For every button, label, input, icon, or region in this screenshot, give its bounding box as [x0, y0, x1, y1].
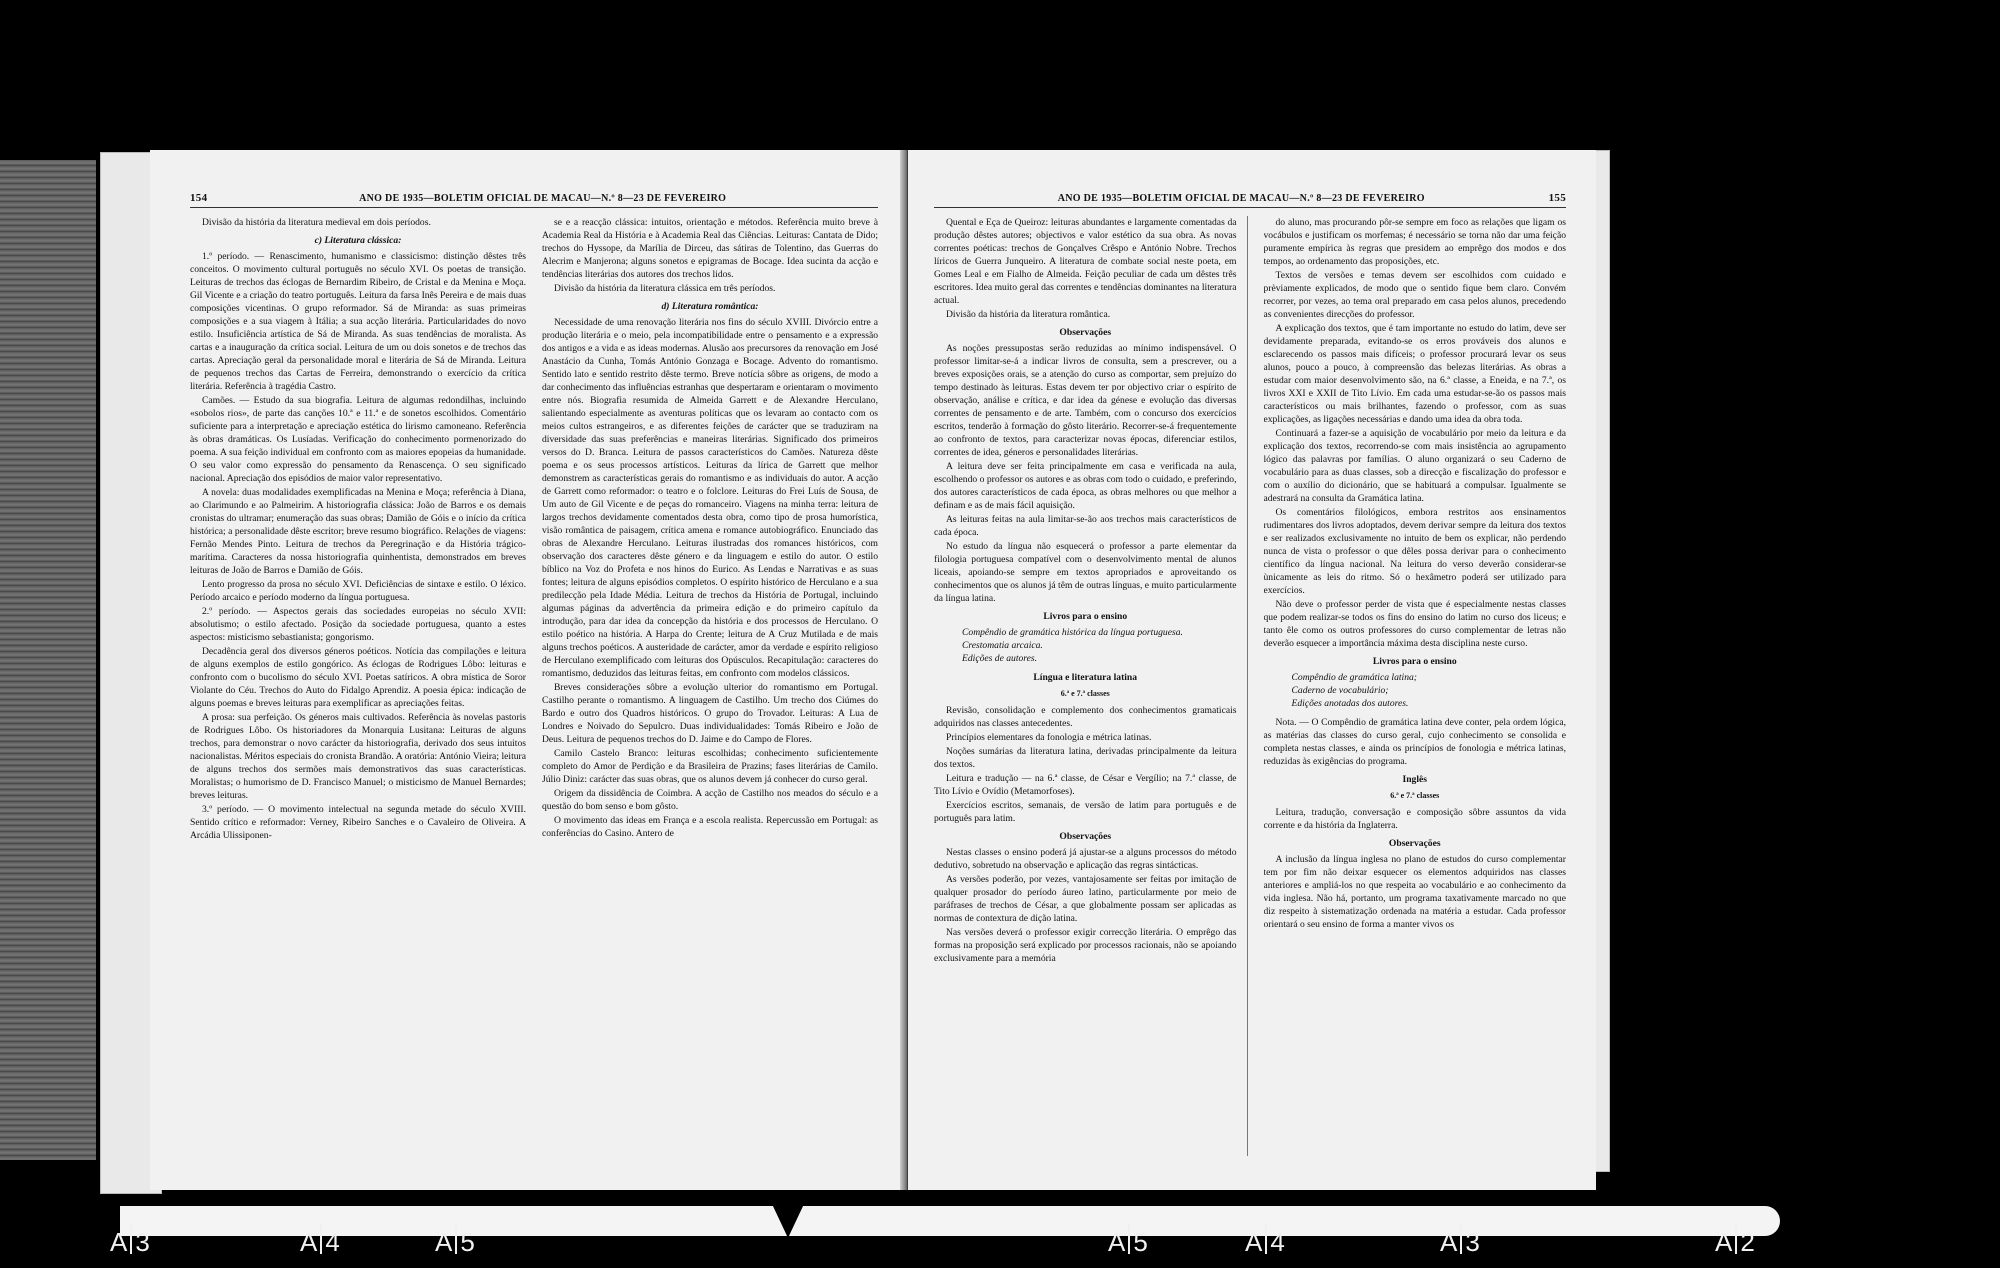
paragraph: Origem da dissidência de Coimbra. A acção de Castilho nos meados do século e a questão do bom senso e bom gôsto. [542, 788, 878, 812]
paragraph: Leitura, tradução, conversação e composição sôbre assuntos da vida corrente e da história da Inglaterra. [1263, 807, 1566, 831]
left-head-title: ANO DE 1935—BOLETIM OFICIAL DE MACAU—N.º 8—23 DE FEVEREIRO [359, 193, 727, 204]
paragraph: As noções pressupostas serão reduzidas ao mínimo indispensável. O professor limitar-se-á a indicar livros de consulta, sem a prescrever, ou a breves exposições orais, se a atenção do curso as comportar, sem prejuízo do tempo destinado às leituras. Estas devem ter por objectivo criar o espírito de observação, análise e crítica, e dar idea da génese e evolução das diversas correntes de pensamento e de arte. Também, com o concurso dos exercícios escritos, tenderão à formação do gôsto literário. Recorrer-se-á frequentemente ao confronto de textos, para caracterizar novas épocas, diferenciar estilos, correntes de idea, géneros e personalidades literárias. [934, 343, 1237, 458]
paragraph: 3.º período. — O movimento intelectual na segunda metade do século XVIII. Sentido crítico e reformador: Verney, Ribeiro Sanches e o Cavaleiro de Oliveira. A Arcádia Ulissiponen- [190, 804, 526, 841]
film-frame-mark: A 3 [1440, 1224, 1480, 1258]
section-heading: Observações [1059, 327, 1112, 338]
section-heading: Observações [1388, 838, 1441, 849]
right-page [908, 150, 1596, 1190]
paragraph: A inclusão da língua inglesa no plano de estudos do curso complementar tem por fim não deixar esquecer os elementos adquiridos nas classes anteriores e ampliá-los no que respeita ao vocabulário e ao conhecimento da vida inglesa. Não há, portanto, um programa taxativamente marcado no que diz respeito à sistematização ordenada na matéria a estudar. Cada professor orientará o seu ensino de forma a manter vivos os [1263, 854, 1566, 930]
paragraph: As versões poderão, por vezes, vantajosamente ser feitas por imitação de qualquer prosador do período áureo latino, particularmente por meio de paráfrases de trechos de César, a que globalmente possam ser aplicadas as normas de contextura de dição latina. [934, 874, 1237, 924]
book-list-item: Compêndio de gramática histórica da língua portuguesa. [962, 627, 1183, 638]
book-list-item: Compêndio de gramática latina; [1291, 672, 1418, 683]
paragraph: Os comentários filológicos, embora restritos aos ensinamentos rudimentares dos livros adoptados, devem derivar sempre da leitura dos textos e ser realizados exclusivamente no intuito de bem os explicar, não perdendo nunca de vista o professor o que dêles possa derivar para o conhecimento científico da língua nacional. Na leitura do verso deverão considerar-se ùnicamente as leis do ritmo. Só o hexâmetro poderá ser utilizado para exercícios. [1263, 507, 1566, 596]
paragraph: Não deve o professor perder de vista que é especialmente nestas classes que podem realizar-se todos os fins do ensino do latim no curso dos liceus; e tanto êle como os outros professores do curso complementar de letras não deverão esquecer a importância máxima desta disciplina neste curso. [1263, 599, 1566, 649]
paragraph: 2.º período. — Aspectos gerais das sociedades europeias no século XVII: absolutismo; o estilo afectado. Posição da sociedade portuguesa, quanto a estes aspectos: misticismo sebastianista; gongorismo. [190, 606, 526, 643]
left-page-column-1 [190, 216, 526, 1156]
paragraph: Lento progresso da prosa no século XVI. Deficiências de sintaxe e estilo. O léxico. Período arcaico e período moderno da língua portuguesa. [190, 579, 526, 603]
book-list-item: Edições anotadas dos autores. [1291, 698, 1409, 709]
film-frame-mark: A 5 [435, 1224, 475, 1258]
book-list [934, 626, 1237, 665]
book-list-item: Caderno de vocabulário; [1291, 685, 1389, 696]
book-list [1264, 671, 1567, 710]
paragraph: O movimento das ideas em França e a escola realista. Repercussão em Portugal: as conferências do Casino. Antero de [542, 815, 878, 839]
film-edge-shadow [0, 160, 96, 1160]
paragraph: As leituras feitas na aula limitar-se-ão aos trechos mais característicos de cada época. [934, 514, 1237, 538]
right-head-title: ANO DE 1935—BOLETIM OFICIAL DE MACAU—N.º 8—23 DE FEVEREIRO [1057, 193, 1425, 204]
paragraph: Noções sumárias da literatura latina, derivadas principalmente da leitura dos textos. [934, 746, 1237, 770]
film-frame-mark: A 4 [1245, 1224, 1285, 1258]
left-running-head [190, 192, 878, 208]
right-page-number: 155 [1548, 192, 1566, 204]
left-page-column-2 [542, 216, 878, 1156]
section-heading: Observações [1059, 831, 1112, 842]
right-page-column-1 [934, 216, 1248, 1156]
paragraph: Nota. — O Compêndio de gramática latina deve conter, pela ordem lógica, as matérias das classes do curso geral, cujo conhecimento se consolida e completa nestas classes, e ainda os princípios de fonologia e métrica latinas, reduzidas às exigências do programa. [1263, 717, 1566, 767]
film-frame-mark: A 5 [1108, 1224, 1148, 1258]
film-bar [120, 1206, 1780, 1236]
paragraph: A leitura deve ser feita principalmente em casa e verificada na aula, escolhendo o professor os autores e as obras com todo o cuidado, e preferindo, dos autores característicos de cada época, as obras melhores ou que melhor a definam e as de mais fácil aquisição. [934, 461, 1237, 511]
paragraph: Leitura e tradução — na 6.ª classe, de César e Vergílio; na 7.ª classe, de Tito Lívio e Ovídio (Metamorfoses). [934, 773, 1237, 797]
section-heading: Livros para o ensino [1372, 656, 1457, 667]
paragraph: Camões. — Estudo da sua biografia. Leitura de algumas redondilhas, incluindo «sobolos rios», de parte das canções 10.ª e 11.ª e de sonetos escolhidos. Comentário suficiente para a interpretação e apreciação estética do lirismo camoneano. Referência às obras dramáticas. Os Lusíadas. Verificação do conhecimento pormenorizado do poema. A sua feição individual em confronto com as maiores epopeias da humanidade. O seu valor como expressão do pensamento da Renascença. O seu significado nacional. Apreciação dos episódios de maior valor representativo. [190, 395, 526, 484]
class-subheading: 6.ª e 7.ª classes [1060, 689, 1110, 698]
section-heading: Inglês [1402, 774, 1428, 785]
paragraph: Decadência geral dos diversos géneros poéticos. Notícia das compilações e leitura de alguns exemplos de estilo gongórico. As éclogas de Rodrigues Lôbo: leituras e confronto com o bucolismo do século XVI. Poetas satíricos. A obra mística de Soror Violante do Céu. Trechos do Auto do Fidalgo Aprendiz. A poesia épica: indicação de alguns poemas e breves leituras para exemplificar as apreciações feitas. [190, 646, 526, 709]
paragraph: se e a reacção clássica: intuitos, orientação e métodos. Referência muito breve à Academia Real da História e à Academia Real das Ciências. Leituras: Cantata de Dido; trechos do Hyssope, da Marília de Dirceu, das sátiras de Tolentino, das Guerras do Alecrim e Manjerona; alguns sonetos e epigramas de Bocage. Idea sucinta da acção e tendências literárias dos autores dos trechos lidos. [542, 217, 878, 280]
paragraph: A explicação dos textos, que é tam importante no estudo do latim, deve ser devidamente preparada, evitando-se os erros prováveis dos alunos e esclarecendo os passos mais difíceis; o professor procurará levar os seus alunos, pouco a pouco, à compreensão das belezas literárias. As obras a estudar com maior desenvolvimento são, na 6.ª classe, a Eneida, e na 7.ª, os livros XXI e XXII de Tito Lívio. Em cada uma estudar-se-ão os passos mais característicos ou mais brilhantes, fazendo o professor, com as suas explicações, as ligações necessárias e dando uma idea da obra toda. [1263, 323, 1566, 425]
film-frame-mark: A 4 [300, 1224, 340, 1258]
film-frame-strip [0, 1204, 2000, 1268]
book-list-item: Edições de autores. [962, 653, 1038, 664]
paragraph: Breves considerações sôbre a evolução ulterior do romantismo em Portugal. Castilho perante o romantismo. A linguagem de Castilho. Um trecho dos Ciúmes do Bardo e outro dos Quadros históricos. O grupo do Trovador. Leituras: A Lua de Londres e Noivado do Sepulcro. Duas individualidades: Tomás Ribeiro e João de Deus. Leitura de pequenos trechos do D. Jaime e do Campo de Flores. [542, 682, 878, 745]
section-heading: Livros para o ensino [1043, 611, 1128, 622]
paragraph: Textos de versões e temas devem ser escolhidos com cuidado e prèviamente explicados, de modo que o sentido fique bem claro. Convém recorrer, por vezes, ao tema oral preparado em casa pelos alunos, precedendo as convenientes direcções do professor. [1263, 270, 1566, 320]
paragraph: Nas versões deverá o professor exigir correcção literária. O emprêgo das formas na proposição será explicado por processos racionais, não se apoiando exclusivamente para a memória [934, 927, 1237, 964]
section-heading: Língua e literatura latina [1033, 672, 1138, 683]
paragraph: Necessidade de uma renovação literária nos fins do século XVIII. Divórcio entre a produção literária e o meio, pela incompatibilidade entre o pensamento e a expressão dos antigos e a vida e as ideas modernas. Alusão aos precursores da renovação em José Anastácio da Cunha, Tomás António Gonzaga e Bocage. Advento do romantismo. Sentido lato e sentido restrito dêste termo. Breve notícia sôbre as origens, de modo a dar conhecimento das influências estranhas que despertaram e orientaram o movimento entre nós. Biografia resumida de Almeida Garrett e de Alexandre Herculano, salientando especialmente as aventuras políticas que os levaram ao contacto com os meios cultos estrangeiros, e as diferentes feições de carácter que se traduziram na diversidade das suas preferências e maneiras literárias. Significado dos primeiros versos do D. Branca. Leitura de passos característicos do Camões. Natureza dêste poema e os seus processos artísticos. Leituras da lírica de Garrett que melhor demonstrem as características gerais do romantismo e as individuais do autor. A acção de Garrett como reformador: o teatro e o folclore. Leituras do Frei Luís de Sousa, de Um auto de Gil Vicente e de peças do romanceiro. Viagens na minha terra: leitura de largos trechos devidamente comentados desta obra, como tipo de prosa humorística, visão romântica de paisagem, crítica amena e romance autobiográfico. Enunciado das obras de Alexandre Herculano. Leituras ilustradas dos romances históricos, com observação dos caracteres dêste género e da linguagem e estilo do autor. O estilo bíblico na Voz do Profeta e nos hinos do Eurico. As Lendas e Narrativas e as suas fontes; leitura de alguns episódios completos. O espírito histórico de Herculano e a sua predilecção pela Idade Média. Leitura de trechos da História de Portugal, incluindo algumas páginas da advertência da primeira edição e do primeiro capítulo da introdução, para dar idea da concepção da história e dos processos de Herculano. O estilo poético na história. A Harpa do Crente; leitura de A Cruz Mutilada e de mais alguns trechos poéticos. A austeridade de carácter, amor da verdade e espírito religioso de Herculano exemplificado com leituras dos Opúsculos. Recapitulação: caracteres do romantismo, deduzidos das leituras feitas, em confronto com modelos clássicos. [542, 317, 878, 679]
film-frame-mark: A 2 [1715, 1224, 1755, 1258]
paragraph: A novela: duas modalidades exemplificadas na Menina e Moça; referência à Diana, ao Clarimundo e ao Palmeirim. A historiografia clássica: João de Barros e os demais cronistas do ultramar; enumeração das suas obras; Damião de Góis e o início da crítica histórica; a personalidade dêste escritor; breve resumo biográfico. Relações de viagens: Fernão Mendes Pinto. Leitura de trechos da Peregrinação e da História trágico-marítima. Caracteres da nossa historiografia quinhentista, demonstrados em breves leituras de João de Barros e Damião de Góis. [190, 487, 526, 576]
left-page-number: 154 [190, 192, 208, 204]
paragraph: Revisão, consolidação e complemento dos conhecimentos gramaticais adquiridos nas classes antecedentes. [934, 705, 1237, 729]
paragraph: do aluno, mas procurando pôr-se sempre em foco as relações que ligam os vocábulos e justificam os morfemas; é necessário se torna não dar uma feição puramente empírica às regras que presidem ao emprêgo dos modos e dos tempos, ao ordenamento das proposições, etc. [1263, 217, 1566, 267]
paragraph: A prosa: sua perfeição. Os géneros mais cultivados. Referência às novelas pastoris de Rodrigues Lôbo. Os historiadores da Monarquia Lusitana: Leituras de alguns trechos, para demonstrar o novo carácter da historiografia, derivado dos seus intuitos nacionalistas. Méritos especiais do cronista Brandão. A oratória: António Vieira; leitura de alguns trechos dos sermões mais demonstrativos das suas características. Moralistas; o humorismo de D. Francisco Manuel; o misticismo de Manuel Bernardes; breves leituras. [190, 712, 526, 801]
paragraph: Divisão da história da literatura medieval em dois períodos. [202, 217, 431, 228]
paragraph: Continuará a fazer-se a aquisição de vocabulário por meio da leitura e da explicação dos textos, recorrendo-se com mais insistência ao agrupamento lógico das palavras por famílias. O aluno organizará o seu Caderno de vocabulário para as duas classes, sob a direcção e fiscalização do professor e com o auxílio do dicionário, que se habituará a compulsar. Igualmente se adestrará na consulta da Gramática latina. [1263, 428, 1566, 504]
back-sheet-edge-right [1594, 150, 1610, 1172]
paragraph: Divisão da história da literatura clássica em três períodos. [554, 283, 776, 294]
film-frame-mark: A 3 [110, 1224, 150, 1258]
film-notch [772, 1204, 804, 1238]
paragraph: No estudo da língua não esquecerá o professor a parte elementar da filologia portuguesa compatível com o desenvolvimento mental de alunos liceais, apoiando-se sempre em textos apropriados e aproveitando os conhecimentos que os alunos já têm de outras línguas, e muito particularmente da língua latina. [934, 541, 1237, 604]
paragraph: Exercícios escritos, semanais, de versão de latim para português e de português para latim. [934, 800, 1237, 824]
paragraph: Camilo Castelo Branco: leituras escolhidas; conhecimento suficientemente completo do Amor de Perdição e da Brasileira de Prazins; fases literárias de Camilo. Júlio Diniz: carácter das suas obras, que os alunos devem já conhecer do curso geral. [542, 748, 878, 785]
section-heading: c) Literatura clássica: [314, 235, 402, 246]
section-heading: d) Literatura romântica: [661, 301, 759, 312]
class-subheading: 6.ª e 7.ª classes [1390, 791, 1440, 800]
right-page-column-2 [1264, 216, 1567, 1156]
right-running-head [934, 192, 1566, 208]
left-page [150, 150, 906, 1190]
paragraph: 1.º período. — Renascimento, humanismo e classicismo: distinção dêstes três conceitos. O movimento cultural português no século XVI. Os poetas de transição. Leituras de trechos das éclogas de Bernardim Ribeiro, de Cristal e da Menina e Moça. Gil Vicente e a criação do teatro português. Leitura da farsa Inês Pereira e de mais duas composições vicentinas. O grupo reformador. Sá de Miranda: as suas primeiras composições e a sua viagem à Itália; a sua acção literária. Particularidades do novo estilo. Insuficiência artística de Sá de Miranda. As suas tendências de moralista. As cartas e a inauguração da crítica social. Leitura de um ou dois sonetos e de trechos das cartas. Apreciação geral da personalidade moral e literária de Sá de Miranda. Leitura de pequenos trechos das Cartas de Ferreira, demonstrando o exercício da crítica literária. Referência à tragédia Castro. [190, 251, 526, 392]
paragraph: Quental e Eça de Queiroz: leituras abundantes e largamente comentadas da produção dêstes autores; objectivos e valor estético da sua obra. As novas correntes poéticas: trechos de Gonçalves Crêspo e António Nobre. Trechos líricos de Guerra Junqueiro. A literatura de combate social neste poeta, em Gomes Leal e em Fialho de Almeida. Feição peculiar de cada um dêstes três escritores. Idea muito geral das correntes e tendências dominantes na literatura actual. [934, 217, 1237, 306]
paragraph: Nestas classes o ensino poderá já ajustar-se a alguns processos do método dedutivo, sobretudo na observação e aplicação das regras sintácticas. [934, 847, 1237, 871]
paragraph: Divisão da história da literatura romântica. [946, 309, 1111, 320]
paragraph: Princípios elementares da fonologia e métrica latinas. [946, 732, 1152, 743]
book-list-item: Crestomatia arcaica. [962, 640, 1043, 651]
